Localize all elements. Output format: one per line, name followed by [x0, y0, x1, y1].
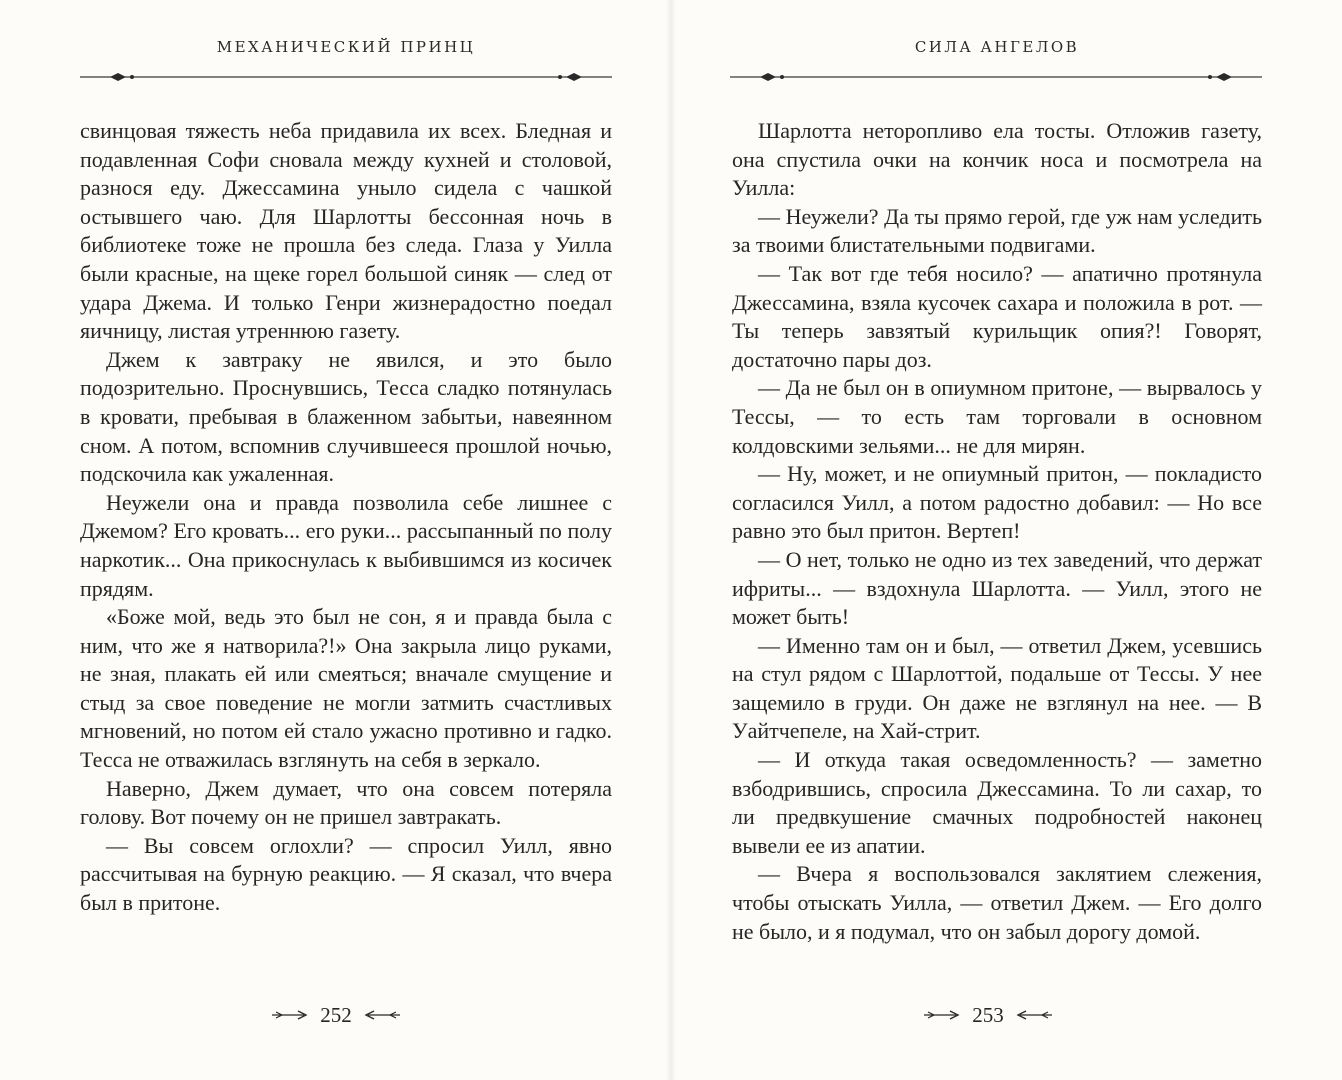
paragraph: — Вы совсем оглохли? — спросил Уилл, явно рассчитывая на бурную реакцию. — Я сказал, что вчера был в притоне. [80, 832, 612, 916]
page-number: 252 [320, 1002, 352, 1027]
folio-ornament-left-icon [924, 1009, 964, 1021]
left-running-head: МЕХАНИЧЕСКИЙ ПРИНЦ [216, 38, 476, 56]
gutter-shadow [666, 0, 676, 1080]
folio-ornament-right-icon [360, 1009, 400, 1021]
left-folio [236, 1000, 436, 1030]
right-header-ornament [730, 70, 1262, 84]
paragraph: «Боже мой, ведь это был не сон, я и правда была с ним, что же я натворила?!» Она закрыла лицо руками, не зная, плакать ей или смеяться; вначале смущение и стыд за свое поведение не могли затмить счастливых мгновений, но потом ей стало ужасно противно и гадко. Тесса не отважилась взглянуть на себя в зеркало. [80, 604, 612, 773]
folio-ornament-right-icon [1012, 1009, 1052, 1021]
right-running-head: СИЛА АНГЕЛОВ [914, 38, 1080, 56]
right-page [676, 0, 1342, 1080]
left-page [0, 0, 666, 1080]
right-folio [888, 1000, 1088, 1030]
paragraph: — Вчера я воспользовался заклятием слежения, чтобы отыскать Уилла, — ответил Джем. — Его долго не было, и я подумал, что он забыл дорогу домой. [732, 861, 1262, 944]
paragraph: — Да не был он в опиумном притоне, — вырвалось у Тессы, — то есть там торговали в основном колдовскими зельями... не для мирян. [732, 375, 1262, 458]
left-body-text [80, 117, 612, 918]
paragraph: Джем к завтраку не явился, и это было подозрительно. Проснувшись, Тесса сладко потянулась в кровати, пребывая в блаженном забытьи, навеянном сном. А потом, вспомнив случившееся прошлой ночью, подскочила как ужаленная. [80, 346, 612, 487]
paragraph: — Именно там он и был, — ответил Джем, усевшись на стул рядом с Шарлоттой, подальше от Тессы. У нее защемило в груди. Он даже не взглянул на нее. — В Уайтчепеле, на Хай-стрит. [732, 632, 1262, 744]
folio-ornament-left-icon [272, 1009, 312, 1021]
paragraph: Шарлотта неторопливо ела тосты. Отложив газету, она спустила очки на кончик носа и посмотрела на Уилла: [732, 118, 1262, 201]
paragraph: — Ну, может, и не опиумный притон, — покладисто согласился Уилл, а потом радостно добавил: — Но все равно это был притон. Вертеп! [732, 461, 1262, 544]
paragraph: — О нет, только не одно из тех заведений, что держат ифриты... — вздохнула Шарлотта. — Уилл, этого не может быть! [732, 546, 1262, 630]
paragraph: Неужели она и правда позволила себе лишнее с Джемом? Его кровать... его руки... рассыпанный по полу наркотик... Она прикоснулась к выбившимся из косичек прядям. [80, 489, 612, 601]
paragraph: свинцовая тяжесть неба придавила их всех. Бледная и подавленная Софи сновала между кухней и столовой, разнося еду. Джессамина уныло сидела с чашкой остывшего чаю. Для Шарлотты бессонная ночь в библиотеке тоже не прошла без следа. Глаза у Уилла были красные, на щеке горел большой синяк — след от удара Джема. И только Генри жизнерадостно поедал яичницу, листая утреннюю газету. [80, 118, 612, 344]
paragraph: — И откуда такая осведомленность? — заметно взбодрившись, спросила Джессамина. То ли сахар, то ли предвкушение смачных подробностей наконец вывели ее из апатии. [732, 747, 1262, 858]
left-header-ornament [80, 70, 612, 84]
paragraph: Наверно, Джем думает, что она совсем потеряла голову. Вот почему он не пришел завтракать. [80, 775, 612, 830]
page-number: 253 [972, 1002, 1004, 1027]
paragraph: — Так вот где тебя носило? — апатично протянула Джессамина, взяла кусочек сахара и положила в рот. — Ты теперь завзятый курильщик опия?! Говорят, достаточно пары доз. [732, 260, 1262, 372]
paragraph: — Неужели? Да ты прямо герой, где уж нам уследить за твоими блистательными подвигами. [732, 203, 1262, 258]
right-body-text [732, 117, 1262, 946]
